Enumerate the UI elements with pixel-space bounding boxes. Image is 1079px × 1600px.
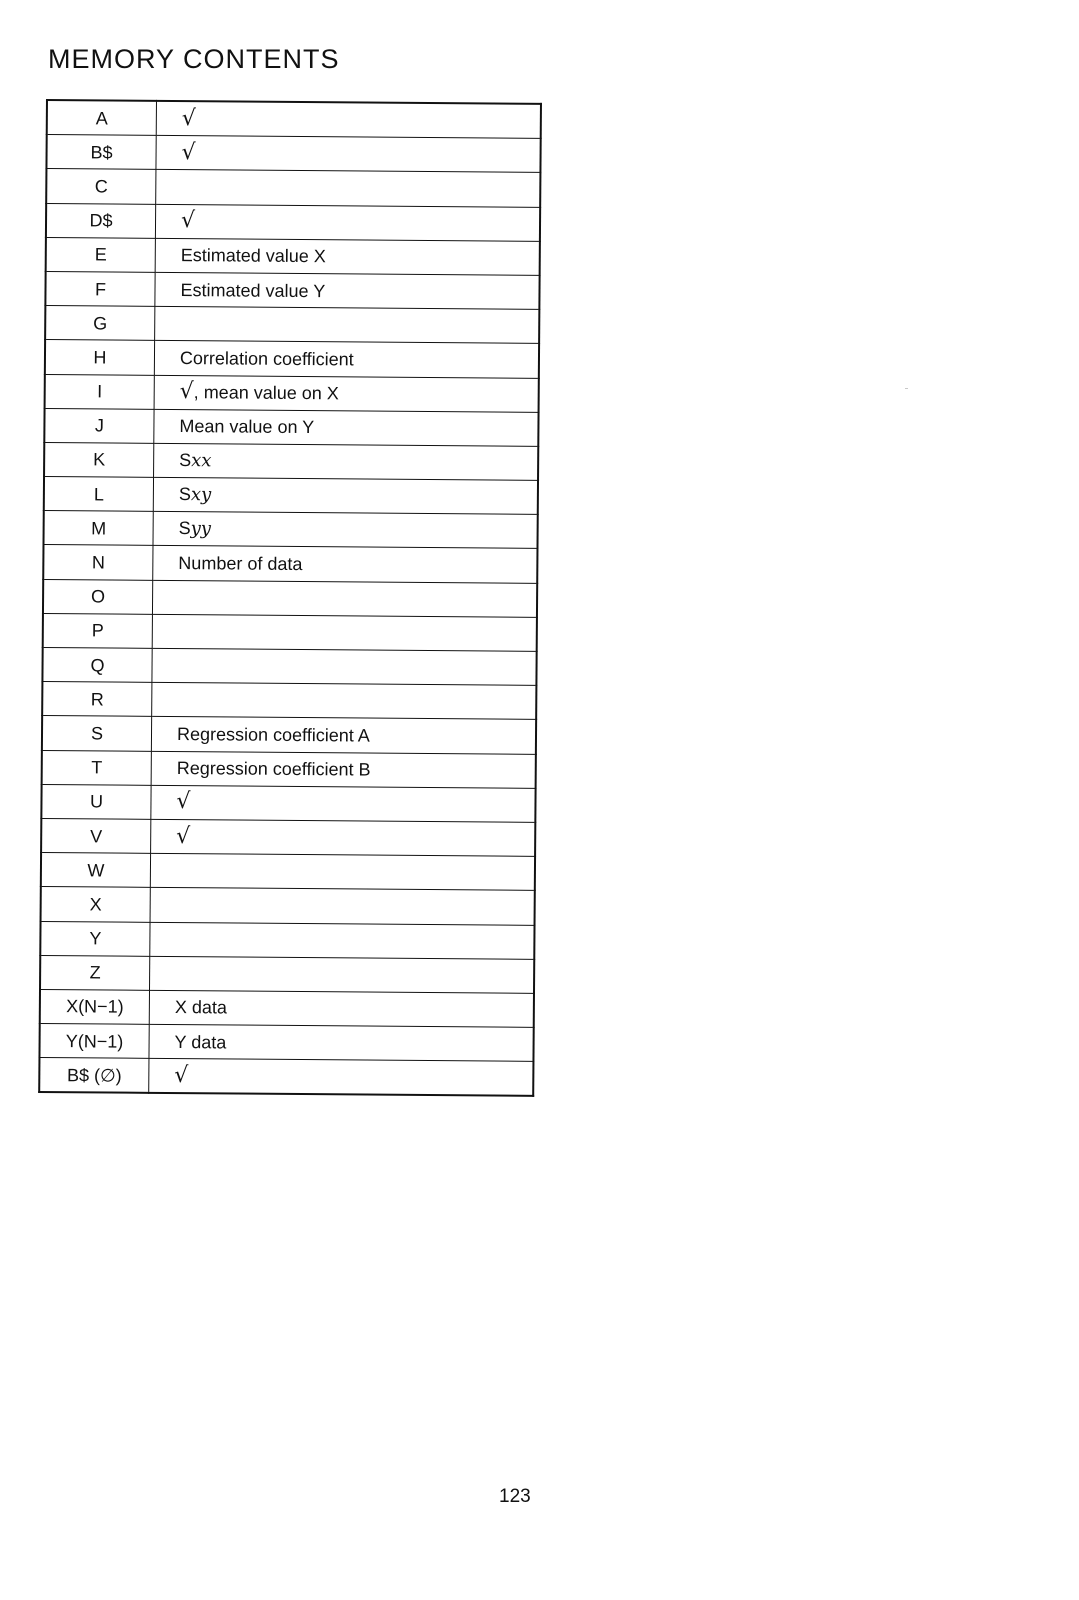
memory-content — [156, 101, 541, 139]
memory-content — [156, 136, 541, 173]
table-row — [45, 271, 539, 309]
memory-content — [154, 341, 539, 378]
check-mark-icon: √ — [179, 379, 194, 405]
check-mark-icon: √ — [176, 823, 191, 849]
memory-content — [154, 409, 539, 446]
variable-name: E — [46, 237, 156, 272]
table-row — [43, 613, 537, 651]
table-row — [42, 716, 536, 754]
variable-name: L — [44, 477, 154, 512]
variable-name: U — [41, 784, 151, 819]
variable-name: O — [43, 579, 153, 614]
memory-content — [149, 990, 534, 1027]
memory-content — [155, 272, 540, 309]
memory-content — [151, 717, 536, 754]
memory-content — [152, 683, 537, 720]
memory-content — [155, 306, 540, 343]
memory-content — [150, 888, 535, 925]
table-row — [44, 408, 538, 446]
variable-name: B$ — [46, 135, 156, 170]
content-text: S — [178, 518, 191, 539]
table-row — [42, 682, 536, 720]
content-text: S — [179, 450, 192, 471]
variable-name: I — [45, 374, 155, 409]
table-row — [46, 169, 540, 207]
subscript-text: yy — [190, 518, 212, 540]
scan-speck — [905, 388, 908, 389]
memory-content — [152, 614, 537, 651]
variable-name: Z — [40, 955, 150, 990]
variable-name: G — [45, 306, 155, 341]
table-row — [43, 511, 537, 549]
variable-name: P — [43, 613, 153, 648]
variable-name: C — [46, 169, 156, 204]
variable-name: Y(N−1) — [39, 1024, 149, 1059]
content-text: Number of data — [178, 553, 303, 575]
table-row — [44, 477, 538, 515]
memory-content — [154, 443, 539, 480]
memory-content — [152, 580, 537, 617]
table-row — [46, 135, 540, 173]
content-text: Estimated value Y — [180, 279, 326, 301]
memory-content — [154, 375, 539, 412]
variable-name: D$ — [46, 203, 156, 238]
check-mark-icon: √ — [176, 789, 191, 815]
table-row — [42, 750, 536, 788]
memory-content — [149, 1059, 534, 1097]
table-row — [46, 237, 540, 275]
memory-content — [152, 648, 537, 685]
variable-name: N — [43, 545, 153, 580]
memory-content — [155, 204, 540, 241]
memory-content — [155, 238, 540, 275]
variable-name: F — [45, 271, 155, 306]
memory-content — [151, 785, 536, 822]
table-row — [42, 647, 536, 685]
variable-name: B$ (∅) — [39, 1058, 149, 1094]
variable-name: A — [47, 100, 157, 136]
table-row — [40, 921, 534, 959]
variable-name: T — [42, 750, 152, 785]
variable-name: X — [41, 887, 151, 922]
table-row — [44, 442, 538, 480]
check-mark-icon: √ — [181, 139, 196, 165]
table-row — [41, 784, 535, 822]
check-mark-icon: √ — [181, 105, 196, 131]
content-text: Estimated value X — [180, 245, 326, 267]
table-row — [40, 989, 534, 1027]
subscript-text: xy — [190, 484, 212, 506]
table-row — [45, 306, 539, 344]
memory-content — [150, 956, 535, 993]
table-row — [39, 1024, 533, 1062]
content-text: Y data — [174, 1031, 227, 1053]
content-text: , mean value on X — [193, 382, 339, 404]
table-row — [45, 374, 539, 412]
memory-content — [151, 751, 536, 788]
variable-name: Y — [40, 921, 150, 956]
memory-content — [156, 170, 541, 207]
page-title: MEMORY CONTENTS — [48, 44, 340, 74]
variable-name: X(N−1) — [40, 989, 150, 1024]
table-row — [41, 853, 535, 891]
content-text: Mean value on Y — [179, 416, 315, 438]
content-text: Regression coefficient B — [176, 758, 371, 780]
content-text: X data — [174, 997, 227, 1018]
page-number: 123 — [499, 1486, 531, 1507]
table-row — [47, 100, 541, 139]
check-mark-icon: √ — [174, 1062, 189, 1088]
memory-content — [150, 922, 535, 959]
variable-name: W — [41, 853, 151, 888]
memory-content — [150, 853, 535, 890]
memory-rows — [39, 100, 541, 1096]
variable-name: V — [41, 818, 151, 853]
table-row — [43, 545, 537, 583]
table-row — [41, 818, 535, 856]
variable-name: M — [43, 511, 153, 546]
table-row — [39, 1058, 533, 1097]
table-row — [45, 340, 539, 378]
variable-name: H — [45, 340, 155, 375]
memory-content — [151, 819, 536, 856]
memory-content — [149, 1024, 534, 1061]
table-row — [41, 887, 535, 925]
content-text: S — [178, 484, 191, 505]
memory-contents-table — [38, 99, 542, 1097]
table-row — [46, 203, 540, 241]
check-mark-icon: √ — [180, 208, 196, 234]
table-row — [40, 955, 534, 993]
variable-name: J — [44, 408, 154, 443]
memory-content — [153, 546, 538, 583]
subscript-text: xx — [191, 450, 212, 472]
variable-name: R — [42, 682, 152, 717]
variable-name: K — [44, 442, 154, 477]
memory-content — [153, 477, 538, 514]
memory-content — [153, 512, 538, 549]
variable-name: Q — [42, 647, 152, 682]
table-row — [43, 579, 537, 617]
variable-name: S — [42, 716, 152, 751]
content-text: Correlation coefficient — [179, 347, 354, 370]
content-text: Regression coefficient A — [176, 724, 370, 746]
